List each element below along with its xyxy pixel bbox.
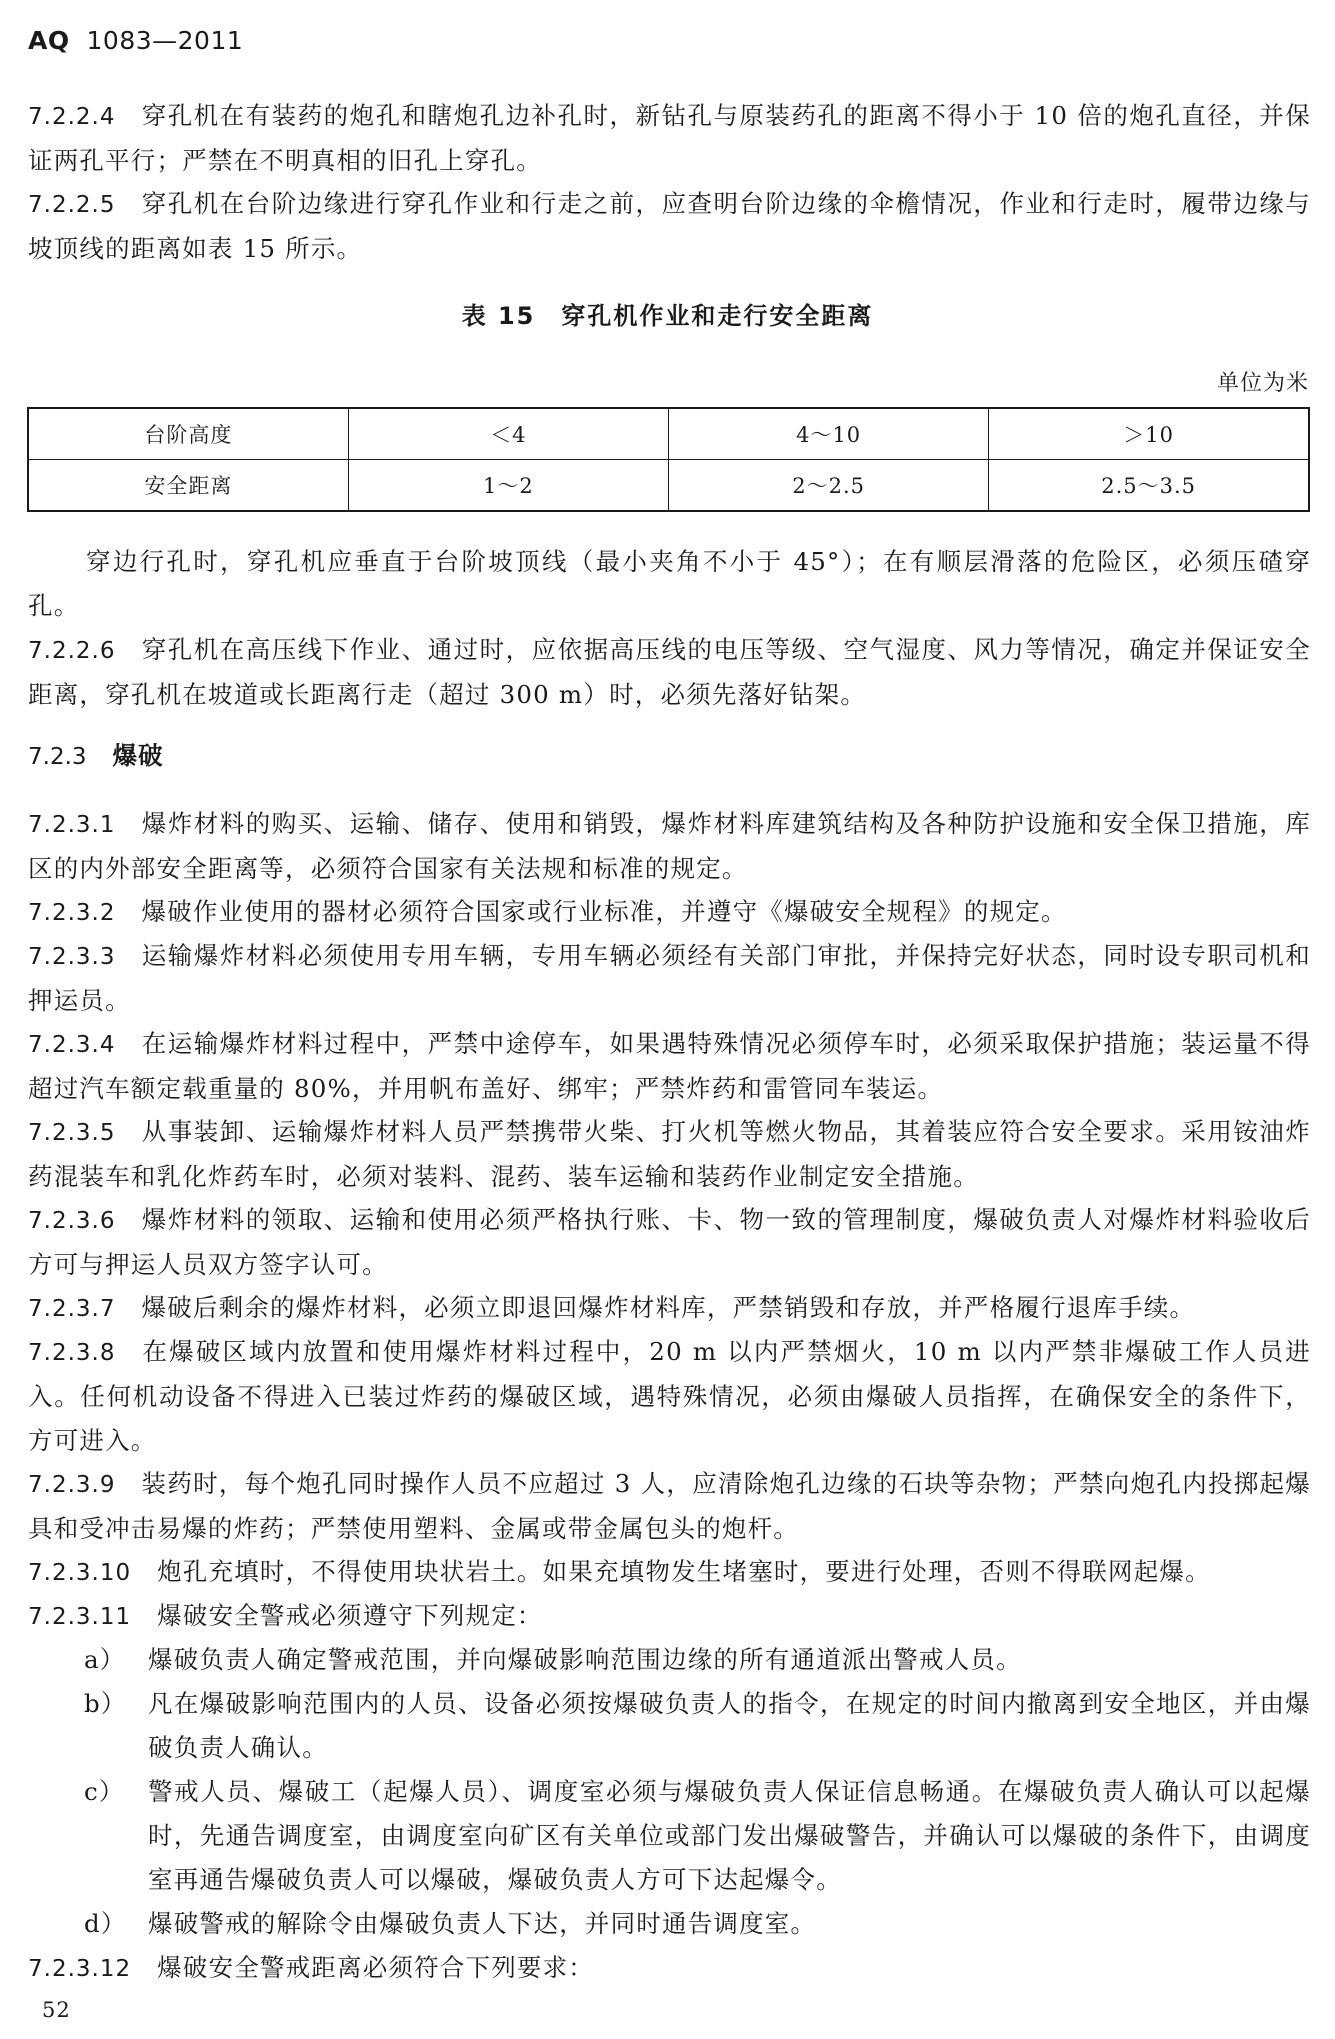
table-cell: 安全距离 [28,460,348,512]
clause-7225: 7.2.2.5 穿孔机在台阶边缘进行穿孔作业和行走之前，应查明台阶边缘的伞檐情况，作业和行走时，履带边缘与坡顶线的距离如表 15 所示。 [28,189,1311,263]
page-number: 52 [42,1998,71,2022]
table-cell: 4～10 [669,408,989,460]
clause-7226: 7.2.2.6 穿孔机在高压线下作业、通过时，应依据高压线的电压等级、空气湿度、风力等情况，确定并保证安全距离，穿孔机在坡道或长距离行走（超过 300 m）时，必须先落好钻架。 [28,635,1311,709]
warning-rules-list [84,1638,1311,1946]
table-cell: ＜4 [348,408,668,460]
clause-72312: 7.2.3.12 爆破安全警戒距离必须符合下列要求： [28,1953,595,1982]
table-unit: 单位为米 [1216,371,1309,396]
section-heading: 7.2.3 爆破 [28,741,164,770]
table-cell: 台阶高度 [28,408,348,460]
clause-7236: 7.2.3.6 爆炸材料的领取、运输和使用必须严格执行账、卡、物一致的管理制度，爆破负责人对爆炸材料验收后方可与押运人员双方签字认可。 [28,1205,1311,1279]
clause-72311: 7.2.3.11 爆破安全警戒必须遵守下列规定： [28,1601,543,1630]
paragraph-after-table: 穿边行孔时，穿孔机应垂直于台阶坡顶线（最小夹角不小于 45°）；在有顺层滑落的危险区，必须压碴穿孔。 [28,547,1311,620]
clause-7237: 7.2.3.7 爆破后剩余的爆炸材料，必须立即退回爆炸材料库，严禁销毁和存放，并严格履行退库手续。 [28,1293,1196,1322]
table-row [28,460,1309,512]
clause-7235: 7.2.3.5 从事装卸、运输爆炸材料人员严禁携带火柴、打火机等燃火物品，其着装应符合安全要求。采用铵油炸药混装车和乳化炸药车时，必须对装料、混药、装车运输和装药作业制定安全措施。 [28,1117,1311,1191]
table-cell: 2.5～3.5 [989,460,1309,512]
clause-7234: 7.2.3.4 在运输爆炸材料过程中，严禁中途停车，如果遇特殊情况必须停车时，必须采取保护措施；装运量不得超过汽车额定载重量的 80%，并用帆布盖好、绑牢；严禁炸药和雷管同车装运。 [28,1029,1311,1103]
table-cell: 1～2 [348,460,668,512]
table-cell: ＞10 [989,408,1309,460]
clause-7238: 7.2.3.8 在爆破区域内放置和使用爆炸材料过程中，20 m 以内严禁烟火，10 m 以内严禁非爆破工作人员进入。任何机动设备不得进入已装过炸药的爆破区域，遇特殊情况，必须由爆破人员指挥，在确保安全的条件下，方可进入。 [28,1337,1311,1455]
list-item: c） 警戒人员、爆破工（起爆人员）、调度室必须与爆破负责人保证信息畅通。在爆破负责人确认可以起爆时，先通告调度室，由调度室向矿区有关单位或部门发出爆破警告，并确认可以爆破的条件下，由调度室再通告爆破负责人可以爆破，爆破负责人方可下达起爆令。 [84,1777,1311,1894]
safety-distance-table [27,407,1310,512]
table-cell: 2～2.5 [669,460,989,512]
table-row [28,408,1309,460]
clause-7231: 7.2.3.1 爆炸材料的购买、运输、储存、使用和销毁，爆炸材料库建筑结构及各种防护设施和安全保卫措施，库区的内外部安全距离等，必须符合国家有关法规和标准的规定。 [28,809,1311,883]
table-title: 表 15 穿孔机作业和走行安全距离 [461,302,874,330]
clause-7233: 7.2.3.3 运输爆炸材料必须使用专用车辆，专用车辆必须经有关部门审批，并保持完好状态，同时设专职司机和押运员。 [28,941,1311,1015]
standard-number: 1083—2011 [86,26,244,55]
clause-7224: 7.2.2.4 穿孔机在有装药的炮孔和瞎炮孔边补孔时，新钻孔与原装药孔的距离不得小于 10 倍的炮孔直径，并保证两孔平行；严禁在不明真相的旧孔上穿孔。 [28,101,1311,175]
clause-72310: 7.2.3.10 炮孔充填时，不得使用块状岩土。如果充填物发生堵塞时，要进行处理，否则不得联网起爆。 [28,1557,1211,1586]
clause-7239: 7.2.3.9 装药时，每个炮孔同时操作人员不应超过 3 人，应清除炮孔边缘的石块等杂物；严禁向炮孔内投掷起爆具和受冲击易爆的炸药；严禁使用塑料、金属或带金属包头的炮杆。 [28,1469,1311,1543]
list-item: a） 爆破负责人确定警戒范围，并向爆破影响范围边缘的所有通道派出警戒人员。 [84,1645,1022,1674]
list-item: b） 凡在爆破影响范围内的人员、设备必须按爆破负责人的指令，在规定的时间内撤离到安全地区，并由爆破负责人确认。 [84,1689,1311,1762]
standard-code: AQ [28,26,70,55]
standard-header [28,26,243,55]
list-item: d） 爆破警戒的解除令由爆破负责人下达，并同时通告调度室。 [84,1909,817,1938]
clause-7232: 7.2.3.2 爆破作业使用的器材必须符合国家或行业标准，并遵守《爆破安全规程》的规定。 [28,897,1067,926]
